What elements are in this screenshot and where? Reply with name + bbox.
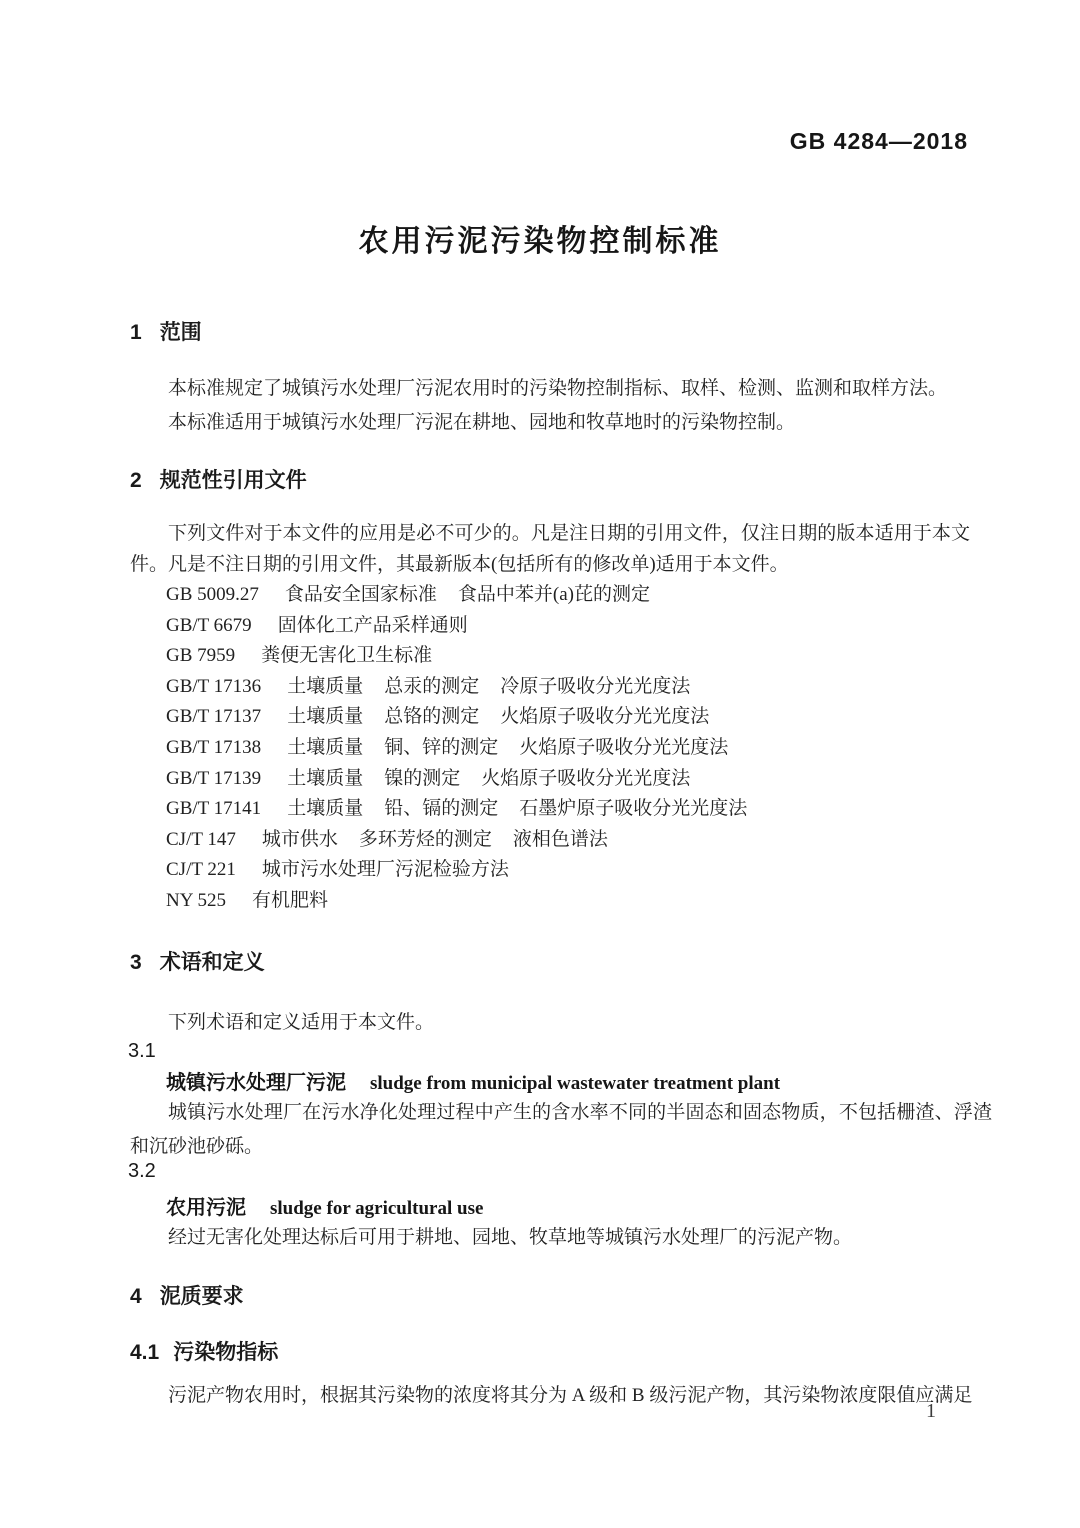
reference-title: 总铬的测定 bbox=[384, 706, 480, 728]
document-title: 农用污泥污染物控制标准 bbox=[358, 225, 722, 258]
section-1-paragraph-2: 本标准适用于城镇污水处理厂污泥在耕地、园地和牧草地时的污染物控制。 bbox=[168, 412, 796, 433]
section-4-1-heading bbox=[130, 1336, 278, 1366]
reference-item bbox=[166, 611, 768, 642]
term-2-definition: 经过无害化处理达标后可用于耕地、园地、牧草地等城镇污水处理厂的污泥产物。 bbox=[168, 1227, 853, 1248]
section-2-number: 2 bbox=[130, 469, 142, 492]
section-3-number: 3 bbox=[130, 951, 142, 974]
section-1-heading bbox=[130, 316, 202, 346]
reference-title: 土壤质量 bbox=[287, 767, 364, 789]
reference-title: 有机肥料 bbox=[252, 889, 329, 911]
reference-title: 镍的测定 bbox=[384, 767, 461, 789]
term-1-chinese: 城镇污水处理厂污泥 bbox=[166, 1072, 346, 1094]
reference-code: GB 5009.27 bbox=[166, 584, 259, 605]
term-1-english: sludge from municipal wastewater treatment plant bbox=[370, 1073, 781, 1094]
reference-title: 铅、镉的测定 bbox=[384, 798, 499, 820]
reference-code: GB/T 17136 bbox=[166, 675, 262, 697]
section-4-1-paragraph: 污泥产物农用时，根据其污染物的浓度将其分为 A 级和 B 级污泥产物，其污染物浓度限值应满足 bbox=[168, 1385, 973, 1406]
section-1-paragraph-1: 本标准规定了城镇污水处理厂污泥农用时的污染物控制指标、取样、检测、监测和取样方法。 bbox=[168, 378, 948, 399]
section-4-1-number: 4.1 bbox=[130, 1341, 160, 1364]
standard-code: GB 4284—2018 bbox=[789, 128, 968, 154]
reference-code: GB/T 17138 bbox=[166, 736, 262, 758]
reference-title: 食品中苯并(a)芘的测定 bbox=[457, 584, 651, 605]
section-2-title: 规范性引用文件 bbox=[159, 469, 307, 492]
reference-code: GB/T 6679 bbox=[166, 614, 252, 636]
references-list bbox=[166, 580, 768, 917]
reference-title: 土壤质量 bbox=[287, 706, 364, 728]
term-2-chinese: 农用污泥 bbox=[166, 1197, 246, 1219]
reference-title: 总汞的测定 bbox=[384, 675, 480, 697]
reference-item bbox=[166, 672, 768, 703]
reference-title: 土壤质量 bbox=[287, 675, 364, 697]
reference-title: 土壤质量 bbox=[287, 736, 364, 758]
reference-title: 火焰原子吸收分光光度法 bbox=[481, 767, 691, 789]
reference-title: 粪便无害化卫生标准 bbox=[261, 645, 433, 667]
section-1-title: 范围 bbox=[159, 321, 202, 344]
reference-code: CJ/T 147 bbox=[166, 828, 236, 850]
reference-title: 冷原子吸收分光光度法 bbox=[500, 675, 691, 697]
reference-item bbox=[166, 764, 768, 795]
section-2-intro: 下列文件对于本文件的应用是必不可少的。凡是注日期的引用文件，仅注日期的版本适用于本文件。凡是不注日期的引用文件，其最新版本(包括所有的修改单)适用于本文件。 bbox=[130, 523, 970, 575]
reference-code: GB/T 17137 bbox=[166, 706, 262, 728]
section-3-intro: 下列术语和定义适用于本文件。 bbox=[168, 1012, 435, 1033]
reference-title: 铜、锌的测定 bbox=[384, 736, 499, 758]
section-4-1-title: 污染物指标 bbox=[173, 1341, 279, 1364]
section-3-title: 术语和定义 bbox=[159, 951, 265, 974]
section-4-number: 4 bbox=[130, 1285, 142, 1308]
reference-title: 火焰原子吸收分光光度法 bbox=[519, 736, 729, 758]
reference-item bbox=[166, 641, 768, 672]
reference-title: 多环芳烃的测定 bbox=[358, 828, 492, 850]
reference-title: 固体化工产品采样通则 bbox=[277, 614, 468, 636]
reference-title: 食品安全国家标准 bbox=[284, 584, 437, 605]
section-3-heading bbox=[130, 946, 265, 976]
reference-item bbox=[166, 855, 768, 886]
page-number: 1 bbox=[926, 1400, 936, 1422]
term-2-number: 3.2 bbox=[128, 1160, 156, 1182]
reference-code: GB/T 17141 bbox=[166, 798, 262, 820]
reference-title: 城市供水 bbox=[261, 828, 338, 850]
term-2-english: sludge for agricultural use bbox=[270, 1198, 484, 1219]
reference-title: 城市污水处理厂污泥检验方法 bbox=[261, 859, 509, 881]
reference-item bbox=[166, 733, 768, 764]
reference-item bbox=[166, 702, 768, 733]
reference-title: 土壤质量 bbox=[287, 798, 364, 820]
reference-item bbox=[166, 580, 768, 611]
reference-item bbox=[166, 886, 768, 917]
term-2-name bbox=[166, 1191, 483, 1220]
reference-item bbox=[166, 794, 768, 825]
reference-item bbox=[166, 825, 768, 856]
term-1-definition: 城镇污水处理厂在污水净化处理过程中产生的含水率不同的半固态和固态物质，不包括栅渣、浮渣和沉砂池砂砾。 bbox=[130, 1102, 992, 1157]
section-4-heading bbox=[130, 1280, 244, 1310]
section-4-title: 泥质要求 bbox=[159, 1285, 244, 1308]
reference-title: 石墨炉原子吸收分光光度法 bbox=[519, 798, 748, 820]
section-1-number: 1 bbox=[130, 321, 142, 344]
term-1-name bbox=[166, 1066, 780, 1095]
reference-code: GB 7959 bbox=[166, 645, 236, 667]
reference-title: 火焰原子吸收分光光度法 bbox=[500, 706, 710, 728]
reference-code: GB/T 17139 bbox=[166, 767, 262, 789]
term-1-number: 3.1 bbox=[128, 1040, 156, 1062]
reference-code: NY 525 bbox=[166, 889, 226, 911]
reference-title: 液相色谱法 bbox=[512, 828, 608, 850]
reference-code: CJ/T 221 bbox=[166, 859, 236, 881]
section-2-heading bbox=[130, 464, 307, 494]
